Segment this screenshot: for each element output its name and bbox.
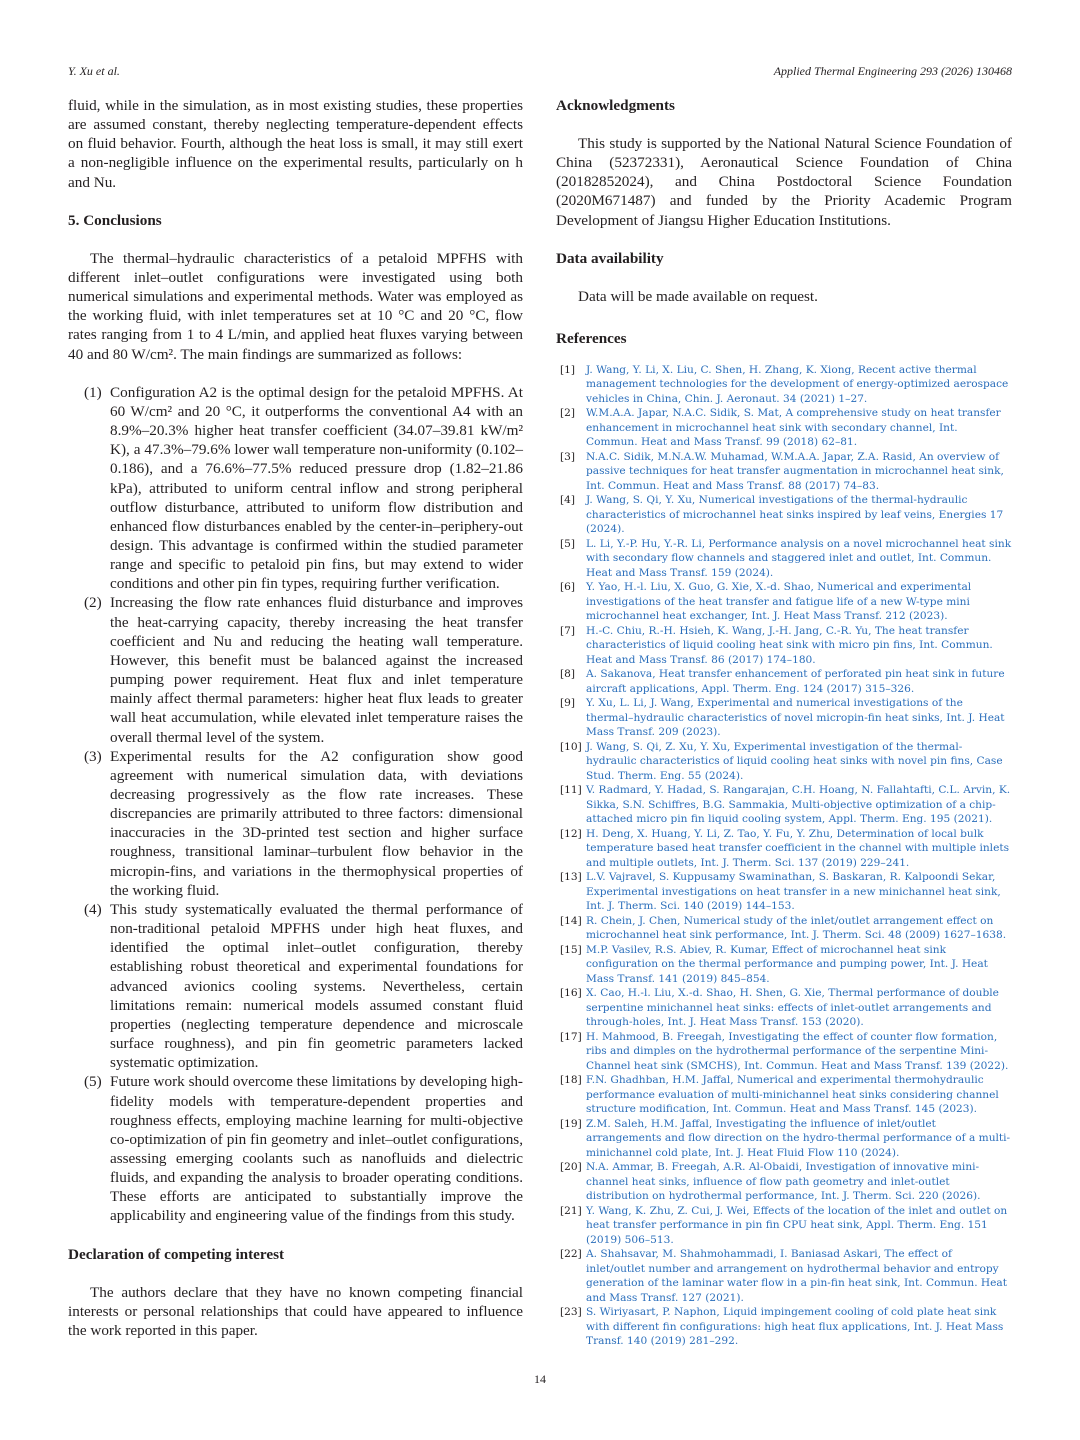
reference-item <box>556 986 1012 1030</box>
reference-item <box>556 1305 1012 1349</box>
reference-number: [23] <box>560 1306 582 1319</box>
reference-item <box>556 1204 1012 1248</box>
reference-number: [20] <box>560 1161 582 1174</box>
reference-link[interactable]: S. Wiriyasart, P. Naphon, Liquid impingement cooling of cold plate heat sink with different fin configurations: high heat flux applications, Int. J. Heat Mass Transf. 140 (2019) 281–292. <box>586 1306 1004 1348</box>
reference-link[interactable]: J. Wang, S. Qi, Y. Xu, Numerical investigations of the thermal-hydraulic characteristics of microchannel heat sinks inspired by leaf veins, Energies 17 (2024). <box>586 494 1004 536</box>
reference-number: [14] <box>560 914 582 927</box>
reference-link[interactable]: M.P. Vasilev, R.S. Abiev, R. Kumar, Effect of microchannel heat sink configuration on the thermal performance and pumping power, Int. J. Heat Mass Transf. 141 (2019) 845–854. <box>586 943 988 985</box>
reference-number: [9] <box>560 697 576 710</box>
reference-number: [18] <box>560 1074 582 1087</box>
reference-link[interactable]: H. Mahmood, B. Freegah, Investigating the effect of counter flow formation, ribs and dimples on the hydrothermal performance of the serpentine Mini-Channel heat sink (SMCHS), Int. Commun. Heat and Mass Transf. 139 (2022). <box>586 1030 1009 1072</box>
finding-item <box>84 900 523 1072</box>
reference-link[interactable]: Y. Wang, K. Zhu, Z. Cui, J. Wei, Effects of the location of the inlet and outlet on heat transfer performance in pin fin CPU heat sink, Appl. Therm. Eng. 151 (2019) 506–513. <box>586 1204 1008 1246</box>
references-heading: References <box>556 329 627 347</box>
reference-link[interactable]: H. Deng, X. Huang, Y. Li, Z. Tao, Y. Fu, Y. Zhu, Determination of local bulk temperature based heat transfer coefficient in the channel with multiple inlets and multiple outlets, Int. J. Therm. Sci. 137 (2019) 229–241. <box>586 827 1010 869</box>
reference-number: [15] <box>560 943 582 956</box>
left-column <box>68 96 523 1340</box>
reference-number: [4] <box>560 494 576 507</box>
reference-link[interactable]: W.M.A.A. Japar, N.A.C. Sidik, S. Mat, A comprehensive study on heat transfer enhancement in microchannel heat sink with secondary channel, Int. Commun. Heat and Mass Transf. 99 (2018) 62–81. <box>586 407 1001 449</box>
reference-link[interactable]: L. Li, Y.-P. Hu, Y.-R. Li, Performance analysis on a novel microchannel heat sink with secondary flow channels and staggered inlet and outlet, Int. Commun. Heat and Mass Transf. 159 (2024). <box>586 537 1012 579</box>
reference-link[interactable]: F.N. Ghadhban, H.M. Jaffal, Numerical and experimental thermohydraulic performance evaluation of multi-minichannel heat sinks considering channel structure modification, Int. Commun. Heat and Mass Transf. 145 (2023). <box>586 1074 999 1116</box>
reference-item <box>556 870 1012 914</box>
reference-item <box>556 406 1012 450</box>
reference-link[interactable]: X. Cao, H.-l. Liu, X.-d. Shao, H. Shen, G. Xie, Thermal performance of double serpentine minichannel heat sinks: effects of inlet-outlet arrangements and through-holes, Int. J. Heat Mass Transf. 153 (2020). <box>586 987 999 1029</box>
data-availability-heading: Data availability <box>556 249 664 267</box>
reference-link[interactable]: A. Shahsavar, M. Shahmohammadi, I. Baniasad Askari, The effect of inlet/outlet number and arrangement on hydrothermal behavior and entropy generation of the laminar water flow in a pin-fin heat sink, Int. Commun. Heat and Mass Transf. 127 (2021). <box>586 1248 1008 1304</box>
reference-link[interactable]: J. Wang, Y. Li, X. Liu, C. Shen, H. Zhang, K. Xiong, Recent active thermal management technologies for the development of energy-optimized aerospace vehicles in China, Chin. J. Aeronaut. 34 (2021) 1–27. <box>586 363 1009 405</box>
intro-paragraph: fluid, while in the simulation, as in most existing studies, these properties are assumed constant, thereby neglecting temperature-dependent effects on fluid behavior. Fourth, although the heat loss is small, it may still exert a non-negligible influence on the experimental results, particularly on h and Nu. <box>68 97 523 191</box>
reference-number: [21] <box>560 1204 582 1217</box>
reference-item <box>556 783 1012 827</box>
finding-item <box>84 593 523 746</box>
reference-link[interactable]: N.A. Ammar, B. Freegah, A.R. Al-Obaidi, Investigation of innovative mini-channel heat sinks, influence of flow path geometry and inlet-outlet distribution on hydrothermal performance, Int. J. Therm. Sci. 220 (2026). <box>586 1161 981 1203</box>
reference-number: [11] <box>560 784 582 797</box>
reference-number: [5] <box>560 537 576 550</box>
finding-number: (1) <box>84 383 102 401</box>
reference-link[interactable]: Z.M. Saleh, H.M. Jaffal, Investigating the influence of inlet/outlet arrangements and flow direction on the hydro-thermal performance of a multi-minichannel cold plate, Int. J. Heat Fluid Flow 110 (2024). <box>586 1117 1011 1159</box>
finding-text: Future work should overcome these limitations by developing high-fidelity models with temperature-dependent properties and roughness effects, employing machine learning for multi-objective co-optimization of pin fin geometry and inlet–outlet configurations, assessing emerging coolants such as nanofluids and dielectric fluids, and expanding the analysis to broader operating conditions. These efforts are anticipated to substantially improve the applicability and engineering value of the findings from this study. <box>110 1073 523 1225</box>
reference-item <box>556 1160 1012 1204</box>
conclusions-heading: 5. Conclusions <box>68 211 162 229</box>
right-column <box>556 96 1012 1349</box>
reference-link[interactable]: R. Chein, J. Chen, Numerical study of the inlet/outlet arrangement effect on microchannel heat sink performance, Int. J. Therm. Sci. 48 (2009) 1627–1638. <box>586 914 1007 942</box>
reference-number: [6] <box>560 581 576 594</box>
reference-item <box>556 943 1012 987</box>
finding-item <box>84 1072 523 1225</box>
reference-link[interactable]: H.-C. Chiu, R.-H. Hsieh, K. Wang, J.-H. Jang, C.-R. Yu, The heat transfer characteristics of liquid cooling heat sink with micro pin fins, Int. Commun. Heat and Mass Transf. 86 (2017) 174–180. <box>586 624 993 666</box>
reference-link[interactable]: N.A.C. Sidik, M.N.A.W. Muhamad, W.M.A.A. Japar, Z.A. Rasid, An overview of passive techniques for heat transfer augmentation in microchannel heat sink, Int. Commun. Heat and Mass Transf. 88 (2017) 74–83. <box>586 450 1004 492</box>
reference-number: [3] <box>560 450 576 463</box>
page-number: 14 <box>534 1372 546 1386</box>
reference-item <box>556 624 1012 668</box>
reference-item <box>556 1247 1012 1305</box>
reference-item <box>556 667 1012 696</box>
reference-number: [16] <box>560 987 582 1000</box>
finding-item <box>84 747 523 900</box>
reference-item <box>556 493 1012 537</box>
conclusions-intro: The thermal–hydraulic characteristics of a petaloid MPFHS with different inlet–outlet configurations were investigated using both numerical simulations and experimental methods. Water was employed as the working fluid, with inlet temperatures set at 10 °C and 20 °C, flow rates ranging from 1 to 4 L/min, and applied heat fluxes varying between 40 and 80 W/cm². The main findings are summarized as follows: <box>68 249 523 363</box>
running-header-journal: Applied Thermal Engineering 293 (2026) 130468 <box>773 64 1012 78</box>
reference-number: [12] <box>560 827 582 840</box>
running-header-authors: Y. Xu et al. <box>68 64 120 78</box>
reference-item <box>556 1030 1012 1074</box>
reference-link[interactable]: V. Radmard, Y. Hadad, S. Rangarajan, C.H. Hoang, N. Fallahtafti, C.L. Arvin, K. Sikka, S.N. Schiffres, B.G. Sammakia, Multi-objective optimization of a chip-attached micro pin fin liquid cooling system, Appl. Therm. Eng. 195 (2021). <box>586 784 1011 826</box>
reference-item <box>556 740 1012 784</box>
finding-item <box>84 383 523 594</box>
reference-link[interactable]: A. Sakanova, Heat transfer enhancement of perforated pin heat sink in future aircraft applications, Appl. Therm. Eng. 124 (2017) 315–326. <box>586 668 1005 695</box>
reference-number: [1] <box>560 363 576 376</box>
acknowledgments-paragraph: This study is supported by the National Natural Science Foundation of China (52372331), Aeronautical Science Foundation of China (20182852024), and China Postdoctoral Science Foundation (2020M671487) and funded by the Priority Academic Program Development of Jiangsu Higher Education Institutions. <box>556 135 1012 229</box>
finding-text: Configuration A2 is the optimal design for the petaloid MPFHS. At 60 W/cm² and 20 °C, it outperforms the conventional A4 with an 8.9%–20.3% higher heat transfer coefficient (34.07–39.81 kW/m² K), a 47.3%–79.6% lower wall temperature non-uniformity (0.102–0.186), and a 76.6%–77.5% reduced pressure drop (1.82–21.86 kPa), attributed to uniform central inflow and strong peripheral outflow disturbance, attributed to uniform flow distribution and enhanced flow disturbances enabled by the center-in–periphery-out design. This advantage is confirmed within the studied parameter range and specific to petaloid pin fins, but may extend to wider conditions and other pin fin types, requiring further verification. <box>110 383 523 593</box>
finding-text: Experimental results for the A2 configuration show good agreement with numerical simulation data, with deviations decreasing progressively as the flow rate increases. These discrepancies are primarily attributed to three factors: dimensional inaccuracies in the 3D-printed test section and higher surface roughness, transitional laminar–turbulent flow behavior in the micropin-fins, and variations in the thermophysical properties of the working fluid. <box>110 747 523 899</box>
finding-number: (5) <box>84 1073 102 1091</box>
reference-link[interactable]: Y. Yao, H.-l. Liu, X. Guo, G. Xie, X.-d. Shao, Numerical and experimental investigations of the heat transfer and fatigue life of a new W-type mini microchannel heat exchanger, Int. J. Heat Mass Transf. 212 (2023). <box>586 581 972 623</box>
finding-number: (4) <box>84 900 102 918</box>
reference-link[interactable]: L.V. Vajravel, S. Kuppusamy Swaminathan, S. Baskaran, R. Kalpoondi Sekar, Experimental investigations on heat transfer in a new minichannel heat sink, Int. J. Therm. Sci. 140 (2019) 144–153. <box>586 871 1001 913</box>
reference-number: [10] <box>560 740 582 753</box>
reference-link[interactable]: Y. Xu, L. Li, J. Wang, Experimental and numerical investigations of the thermal–hydraulic characteristics of novel micropin-fin heat sinks, Int. J. Heat Mass Transf. 209 (2023). <box>586 697 1005 739</box>
reference-item <box>556 450 1012 494</box>
reference-number: [7] <box>560 624 576 637</box>
reference-number: [8] <box>560 668 576 681</box>
declaration-heading: Declaration of competing interest <box>68 1245 285 1263</box>
reference-number: [2] <box>560 407 576 420</box>
declaration-paragraph: The authors declare that they have no known competing financial interests or personal relationships that could have appeared to influence the work reported in this paper. <box>68 1283 523 1339</box>
reference-number: [19] <box>560 1117 582 1130</box>
reference-item <box>556 1073 1012 1117</box>
finding-text: This study systematically evaluated the thermal performance of non-traditional petaloid MPFHS under high heat fluxes, and identified the optimal inlet–outlet configuration, thereby establishing robust theoretical and experimental foundations for advanced avionics cooling systems. Nevertheless, certain limitations remain: numerical models assumed constant fluid properties (neglecting temperature dependence and microscale surface roughness), and pin fin geometric parameters lacked systematic optimization. <box>110 900 523 1072</box>
reference-link[interactable]: J. Wang, S. Qi, Z. Xu, Y. Xu, Experimental investigation of the thermal-hydraulic characteristics of liquid cooling heat sinks with novel pin fins, Case Stud. Therm. Eng. 55 (2024). <box>586 740 1003 782</box>
reference-item <box>556 363 1012 407</box>
finding-text: Increasing the flow rate enhances fluid disturbance and improves the heat-carrying capacity, thereby increasing the heat transfer coefficient and Nu and reducing the heating wall temperature. However, this benefit must be balanced against the increased pumping power requirement. Heat flux and inlet temperature mainly affect thermal parameters: higher heat flux leads to greater wall heat accumulation, while elevated inlet temperature raises the overall thermal level of the system. <box>110 594 523 746</box>
finding-number: (2) <box>84 594 102 612</box>
reference-number: [17] <box>560 1030 582 1043</box>
reference-item <box>556 914 1012 943</box>
reference-list <box>556 363 1012 1349</box>
findings-list <box>68 383 523 1226</box>
finding-number: (3) <box>84 747 102 765</box>
reference-item <box>556 580 1012 624</box>
data-availability-paragraph: Data will be made available on request. <box>578 287 818 305</box>
reference-number: [13] <box>560 871 582 884</box>
reference-item <box>556 537 1012 581</box>
acknowledgments-heading: Acknowledgments <box>556 97 675 114</box>
reference-item <box>556 827 1012 871</box>
reference-item <box>556 1117 1012 1161</box>
reference-number: [22] <box>560 1248 582 1261</box>
reference-item <box>556 696 1012 740</box>
